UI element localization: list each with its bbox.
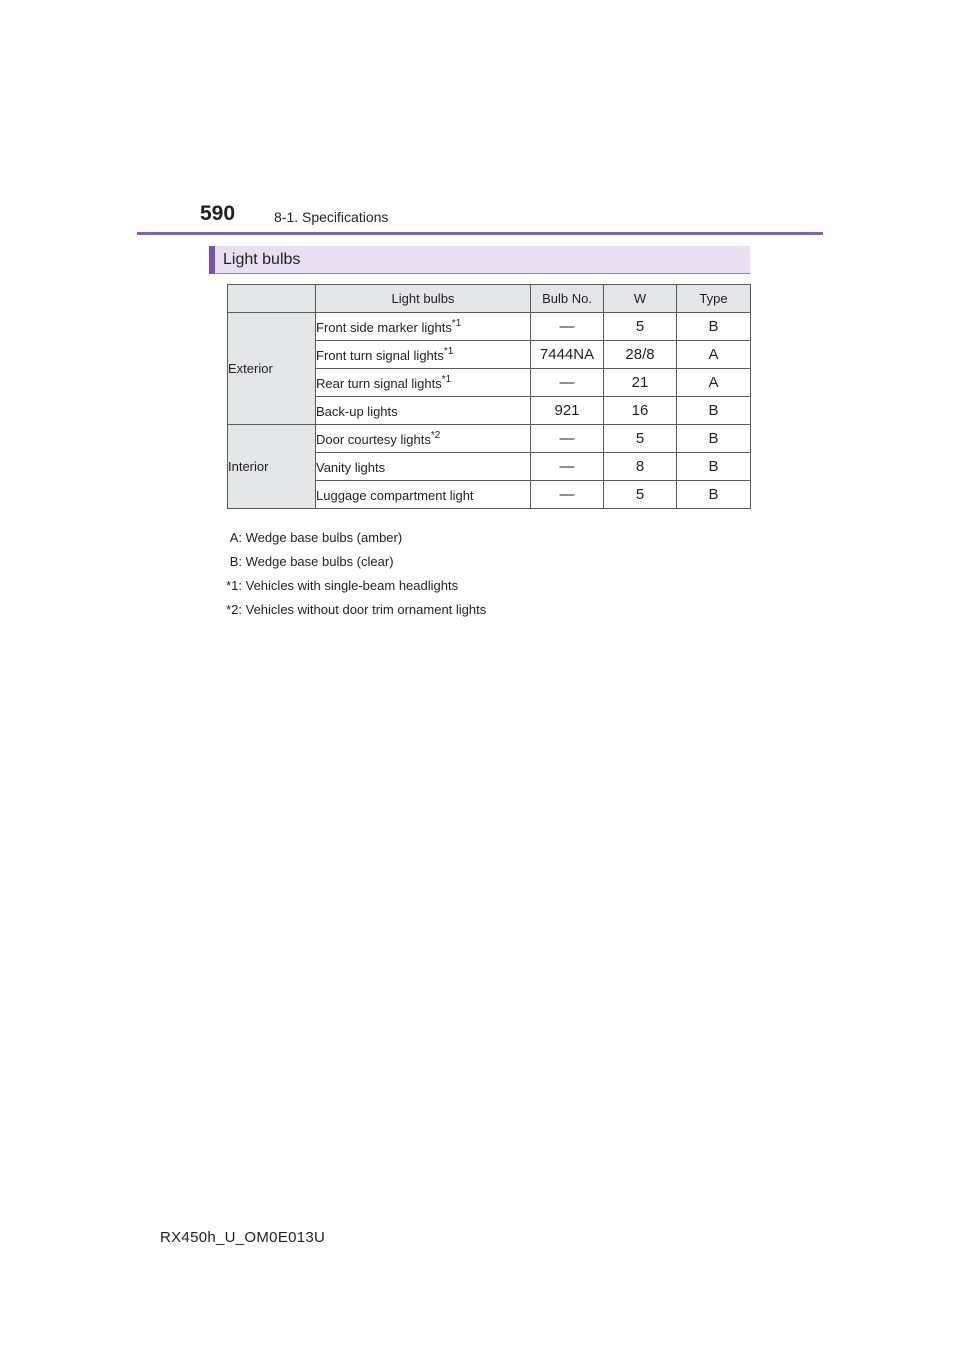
section-title: 8-1. Specifications — [274, 209, 389, 225]
note-key: A: — [229, 530, 242, 545]
wattage: 8 — [604, 453, 677, 481]
bulb-number: — — [531, 425, 604, 453]
note-key: *2: — [226, 602, 242, 617]
bulb-number: — — [531, 481, 604, 509]
bulb-type: A — [677, 341, 751, 369]
note-item — [218, 574, 486, 598]
note-text — [242, 550, 394, 574]
note-key: *1: — [226, 578, 242, 593]
column-header-light-bulbs: Light bulbs — [316, 285, 531, 313]
bulb-name-cell — [316, 313, 531, 341]
bulb-name: Luggage compartment light — [316, 488, 474, 503]
page-number: 590 — [200, 202, 236, 225]
note-text-value: Vehicles without door trim ornament lights — [245, 602, 487, 617]
bulb-name: Door courtesy lights — [316, 432, 431, 447]
column-header-group — [228, 285, 316, 313]
bulb-number: 7444NA — [531, 341, 604, 369]
bulb-name-cell — [316, 453, 531, 481]
footnote-mark: *1 — [451, 318, 462, 329]
wattage: 21 — [604, 369, 677, 397]
bulb-number: 921 — [531, 397, 604, 425]
note-item — [218, 598, 486, 622]
wattage: 5 — [604, 481, 677, 509]
bulb-type: B — [677, 425, 751, 453]
footnote-mark: *2 — [430, 430, 441, 441]
bulb-type: B — [677, 313, 751, 341]
bulb-type: B — [677, 397, 751, 425]
section-heading: Light bulbs — [223, 251, 301, 268]
table-row — [228, 313, 751, 341]
page-header — [0, 0, 960, 240]
table-row — [228, 425, 751, 453]
wattage: 28/8 — [604, 341, 677, 369]
bulb-name: Rear turn signal lights — [316, 376, 442, 391]
bulb-number: — — [531, 369, 604, 397]
note-text-value: Vehicles with single-beam headlights — [245, 578, 459, 593]
note-key: B: — [229, 554, 242, 569]
note-item — [218, 526, 486, 550]
bulb-name: Front side marker lights — [316, 320, 452, 335]
bulb-name-cell — [316, 341, 531, 369]
footnote-mark: *1 — [441, 374, 452, 385]
bulb-name-cell — [316, 481, 531, 509]
footnote-mark: *1 — [443, 346, 454, 357]
document-id: RX450h_U_OM0E013U — [160, 1229, 326, 1246]
table-header-row — [228, 285, 751, 313]
bulb-name-cell — [316, 397, 531, 425]
bulb-number: — — [531, 453, 604, 481]
wattage: 16 — [604, 397, 677, 425]
header-divider — [137, 232, 823, 235]
wattage: 5 — [604, 313, 677, 341]
bulb-type: A — [677, 369, 751, 397]
bulb-type: B — [677, 453, 751, 481]
bulb-name: Vanity lights — [316, 460, 386, 475]
bulb-name: Back-up lights — [316, 404, 398, 419]
bulb-number: — — [531, 313, 604, 341]
light-bulbs-table — [227, 284, 751, 509]
note-text-value: Wedge base bulbs (clear) — [245, 554, 394, 569]
note-text — [242, 574, 458, 598]
note-text-value: Wedge base bulbs (amber) — [245, 530, 403, 545]
bulb-type: B — [677, 481, 751, 509]
bulb-name-cell — [316, 425, 531, 453]
group-label-interior: Interior — [228, 425, 316, 509]
column-header-type: Type — [677, 285, 751, 313]
wattage: 5 — [604, 425, 677, 453]
table-notes — [218, 526, 486, 622]
column-header-bulb-no: Bulb No. — [531, 285, 604, 313]
section-heading-bar — [209, 246, 750, 274]
note-text — [242, 526, 402, 550]
group-label-exterior: Exterior — [228, 313, 316, 425]
note-text — [242, 598, 486, 622]
column-header-w: W — [604, 285, 677, 313]
note-item — [218, 550, 486, 574]
heading-accent-bar — [209, 246, 215, 274]
bulb-name-cell — [316, 369, 531, 397]
bulb-name: Front turn signal lights — [316, 348, 444, 363]
